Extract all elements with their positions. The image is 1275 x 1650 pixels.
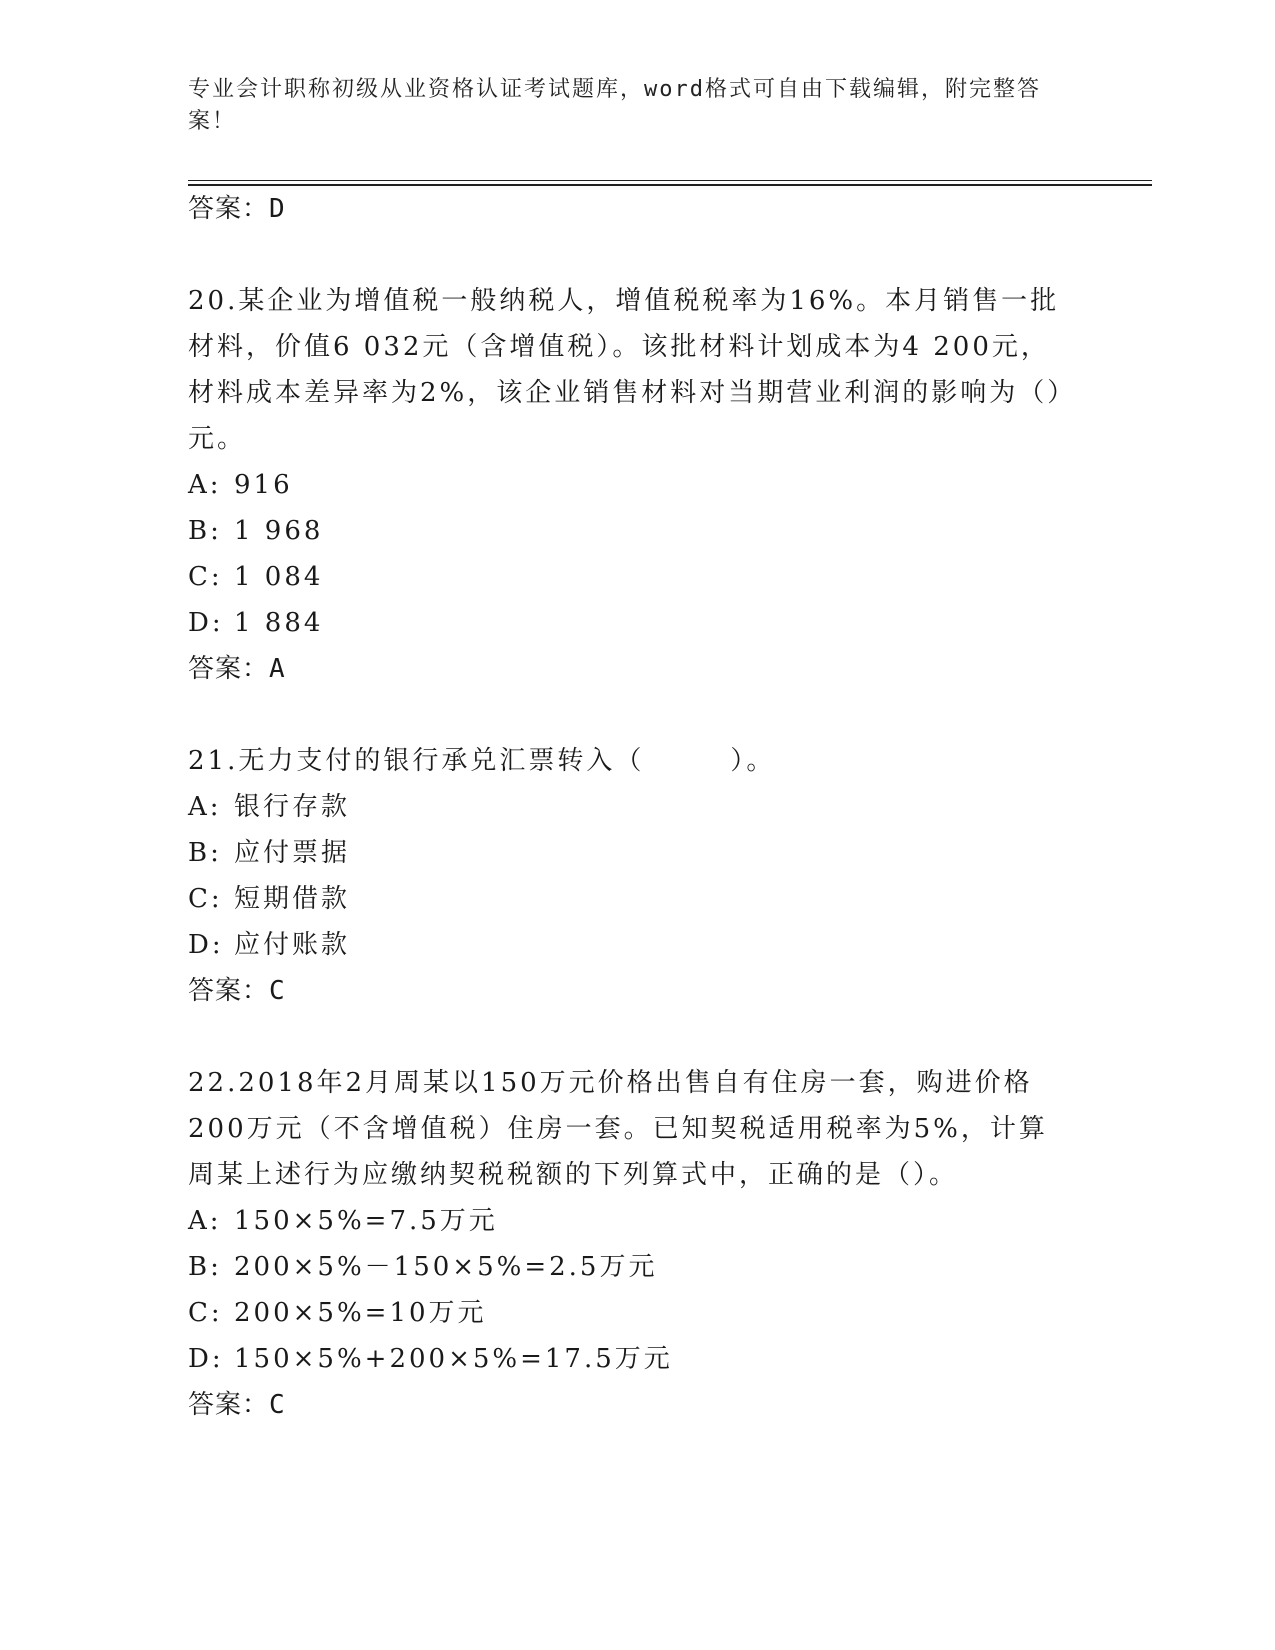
option-text: 200×5%=10万元 (234, 1298, 487, 1328)
option-letter: C: (188, 1298, 223, 1328)
document-header: 专业会计职称初级从业资格认证考试题库，word格式可自由下载编辑，附完整答案！ (188, 77, 1041, 134)
answer-line: 答案：C (188, 976, 286, 1006)
option-text: 应付账款 (234, 930, 351, 960)
option-text: 1 968 (234, 516, 324, 546)
question-stem-end: ）。 (730, 746, 776, 776)
option-text: 150×5%=7.5万元 (234, 1206, 498, 1236)
option-a (188, 1198, 1068, 1244)
option-d (188, 1336, 1068, 1382)
header-divider-top (188, 180, 1152, 181)
option-text: 200×5%－150×5%=2.5万元 (234, 1252, 658, 1282)
question-22 (188, 1060, 1068, 1428)
option-letter: A: (188, 792, 222, 822)
option-letter: B: (188, 1252, 222, 1282)
option-text: 银行存款 (234, 792, 351, 822)
option-b (188, 508, 1068, 554)
answer-line: 答案：A (188, 654, 286, 684)
option-text: 1 084 (234, 562, 324, 592)
question-stem (188, 738, 1068, 784)
question-21 (188, 738, 1068, 1014)
option-text: 150×5%+200×5%=17.5万元 (234, 1344, 673, 1374)
option-b (188, 1244, 1068, 1290)
option-a (188, 462, 1068, 508)
option-text: 916 (234, 470, 293, 500)
option-letter: D: (188, 1344, 224, 1374)
option-letter: D: (188, 930, 224, 960)
question-20 (188, 278, 1068, 692)
option-c (188, 554, 1068, 600)
option-c (188, 1290, 1068, 1336)
option-c (188, 876, 1068, 922)
option-letter: D: (188, 608, 224, 638)
option-text: 应付票据 (234, 838, 351, 868)
option-b (188, 830, 1068, 876)
question-list (188, 186, 1068, 1428)
option-letter: B: (188, 838, 222, 868)
question-stem: 22.2018年2月周某以150万元价格出售自有住房一套，购进价格200万元（不含增值税）住房一套。已知契税适用税率为5%，计算周某上述行为应缴纳契税税额的下列算式中，正确的是（）。 (188, 1068, 1048, 1190)
answer-line: 答案：C (188, 1390, 286, 1420)
previous-answer: 答案：D (188, 194, 286, 224)
question-stem: 20.某企业为增值税一般纳税人，增值税税率为16%。本月销售一批材料，价值6 032元（含增值税）。该批材料计划成本为4 200元，材料成本差异率为2%，该企业销售材料对当期营业利润的影响为（）元。 (188, 286, 1064, 454)
option-letter: C: (188, 562, 223, 592)
option-letter: C: (188, 884, 223, 914)
option-text: 短期借款 (234, 884, 351, 914)
option-letter: A: (188, 1206, 222, 1236)
option-text: 1 884 (234, 608, 324, 638)
option-a (188, 784, 1068, 830)
option-letter: A: (188, 470, 222, 500)
option-letter: B: (188, 516, 222, 546)
option-d (188, 600, 1068, 646)
option-d (188, 922, 1068, 968)
question-stem-start: 21.无力支付的银行承兑汇票转入（ (188, 746, 645, 776)
